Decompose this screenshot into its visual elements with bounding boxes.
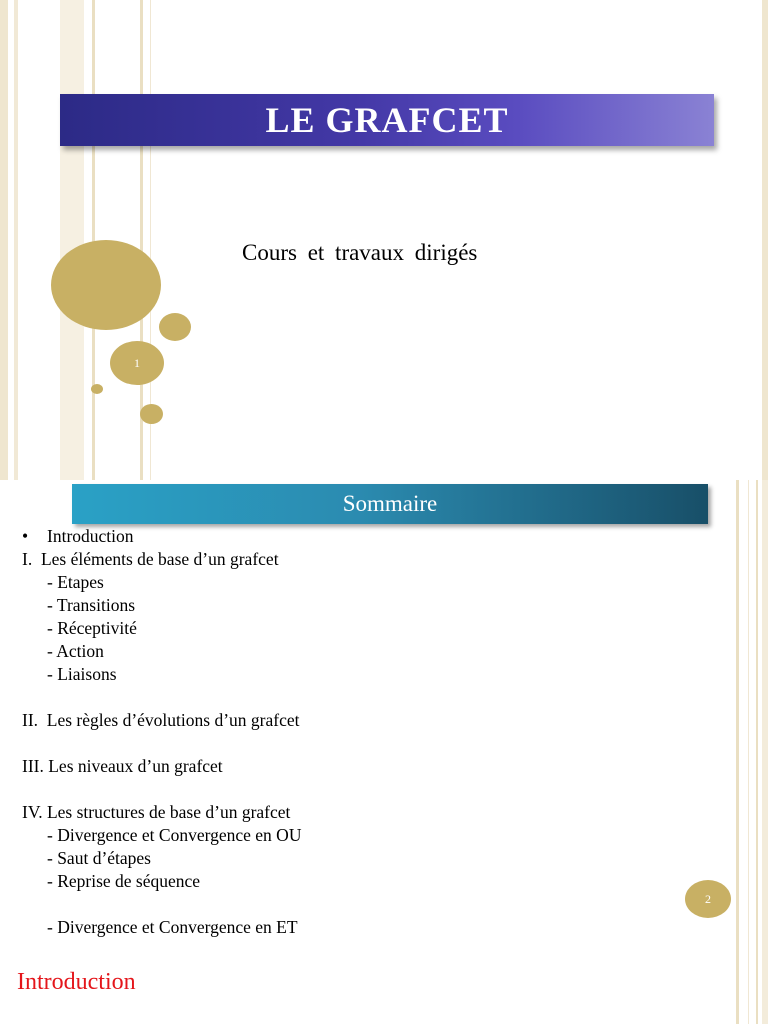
- slide-title: LE GRAFCET: [265, 100, 509, 140]
- decorative-stripe: [14, 0, 18, 480]
- summary-title: Sommaire: [342, 491, 438, 516]
- decorative-circle-small: [91, 384, 103, 394]
- toc-subitem: - Saut d’étapes: [47, 848, 151, 868]
- spacer: [22, 778, 722, 801]
- toc-subitem: - Divergence et Convergence en OU: [47, 825, 302, 845]
- decorative-stripe: [756, 480, 758, 1024]
- decorative-circle: [159, 313, 191, 341]
- toc-subitem: - Transitions: [47, 595, 136, 615]
- decorative-circle-large: [51, 240, 161, 330]
- summary-slide: [0, 480, 768, 1024]
- title-banner: [60, 94, 714, 146]
- toc-item: • Introduction: [22, 526, 134, 546]
- toc-subitem: - Réceptivité: [47, 618, 137, 638]
- title-slide: [0, 0, 768, 480]
- slide-number: 2: [705, 891, 711, 906]
- toc-subitem: - Reprise de séquence: [47, 871, 201, 891]
- toc-subitem: - Liaisons: [47, 664, 117, 684]
- spacer: [22, 732, 722, 755]
- section-title: Introduction: [17, 969, 136, 995]
- toc-item: I. Les éléments de base d’un grafcet: [22, 549, 279, 569]
- toc-subitem: - Etapes: [47, 572, 104, 592]
- summary-banner: [72, 484, 708, 524]
- decorative-stripe: [736, 480, 739, 1024]
- decorative-stripe: [748, 480, 749, 1024]
- slide-number: 1: [134, 355, 140, 370]
- decorative-stripe: [762, 0, 768, 480]
- decorative-circle: [140, 404, 163, 424]
- slide-number-badge: [110, 341, 164, 385]
- decorative-stripe: [762, 480, 768, 1024]
- toc-item: III. Les niveaux d’un grafcet: [22, 756, 223, 776]
- table-of-contents: [22, 525, 722, 939]
- decorative-stripe: [60, 0, 84, 480]
- slide-number-badge: [685, 880, 731, 918]
- slide-subtitle: Cours et travaux dirigés: [242, 240, 478, 265]
- toc-subitem: - Action: [47, 641, 104, 661]
- toc-subitem: - Divergence et Convergence en ET: [47, 917, 298, 937]
- spacer: [22, 893, 722, 916]
- toc-item: II. Les règles d’évolutions d’un grafcet: [22, 710, 300, 730]
- decorative-stripe: [0, 0, 8, 480]
- spacer: [22, 686, 722, 709]
- toc-item: IV. Les structures de base d’un grafcet: [22, 802, 291, 822]
